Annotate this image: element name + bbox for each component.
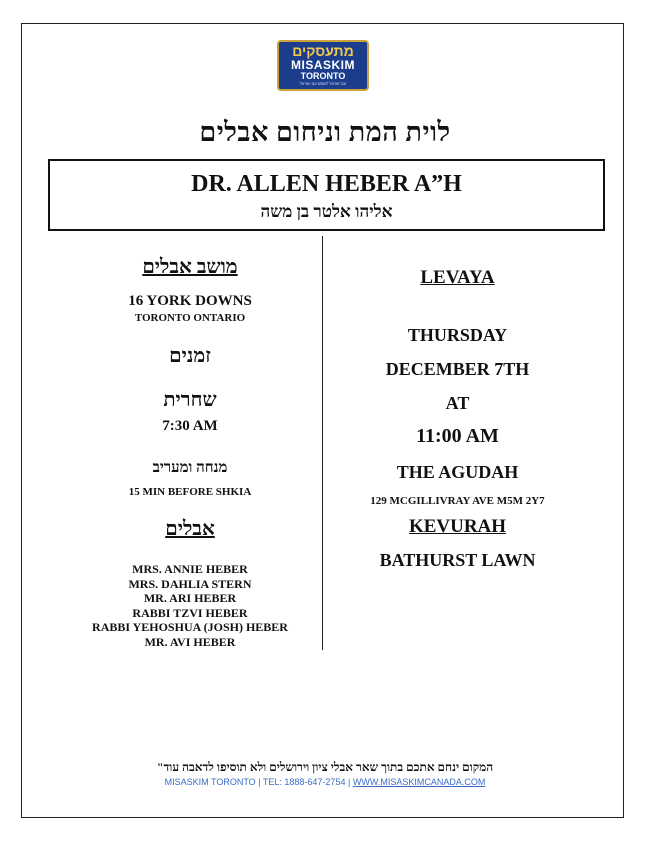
shiva-heading: מושב אבלים [142,256,238,278]
mourner-item: MRS. ANNIE HEBER [132,562,248,576]
footer-website-link[interactable]: WWW.MISASKIMCANADA.COM [352,777,486,787]
mourner-item: MRS. DAHLIA STERN [128,576,252,591]
mourner-item: RABBI YEHOSHUA (JOSH) HEBER [92,620,288,635]
shacharit-time: 7:30 AM [162,418,218,434]
footer-phone: TEL: 1888-647-2754 [262,777,346,787]
deceased-name-box [48,159,605,231]
footer-hebrew-blessing: המקום ינחם אתכם בתוך שאר אבלי ציון וירושלים ולא תוסיפו לדאבה עוד" [156,760,494,774]
logo-name-text: MISASKIM [291,58,355,72]
footer-contact [0,777,650,787]
levaya-heading: LEVAYA [420,267,495,288]
levaya-venue: THE AGUDAH [396,462,519,482]
column-divider [322,236,323,650]
logo-city-text: TORONTO [300,71,346,81]
misaskim-logo [277,40,369,91]
levaya-at: AT [445,393,470,413]
deceased-hebrew-name: אליהו אלטר בן משה [260,202,393,221]
levaya-venue-address: 129 MCGILLIVRAY AVE M5M 2Y7 [370,495,545,507]
shiva-city: TORONTO ONTARIO [134,312,246,324]
kevurah-heading: KEVURAH [408,516,507,537]
mourners-list [60,562,320,650]
footer-separator: | [347,777,351,787]
logo-hebrew-text: מתעסקים [292,43,354,59]
mourner-item: MR. AVI HEBER [144,634,236,649]
mourners-heading: אבלים [165,518,215,540]
shacharit-label: שחרית [163,389,217,411]
mincha-time: 15 MIN BEFORE SHKIA [128,486,252,498]
footer-separator: | [258,777,261,787]
deceased-english-name: DR. ALLEN HEBER A”H [191,171,462,197]
logo-tagline-text: עם ישראל לשמש עם ישראל [299,81,347,86]
page-title: לוית המת וניחום אבלים [199,117,451,147]
mourner-item: MR. ARI HEBER [143,591,237,606]
cemetery-name: BATHURST LAWN [379,550,536,570]
times-heading: זמנים [169,345,211,367]
mincha-label: מנחה ומעריב [152,460,228,476]
levaya-day: THURSDAY [407,325,508,345]
levaya-time: 11:00 AM [416,425,499,447]
footer-org: MISASKIM TORONTO [164,777,256,787]
levaya-date: DECEMBER 7TH [385,359,530,379]
mourner-item: RABBI TZVI HEBER [132,605,248,620]
shiva-address: 16 YORK DOWNS [128,293,252,309]
